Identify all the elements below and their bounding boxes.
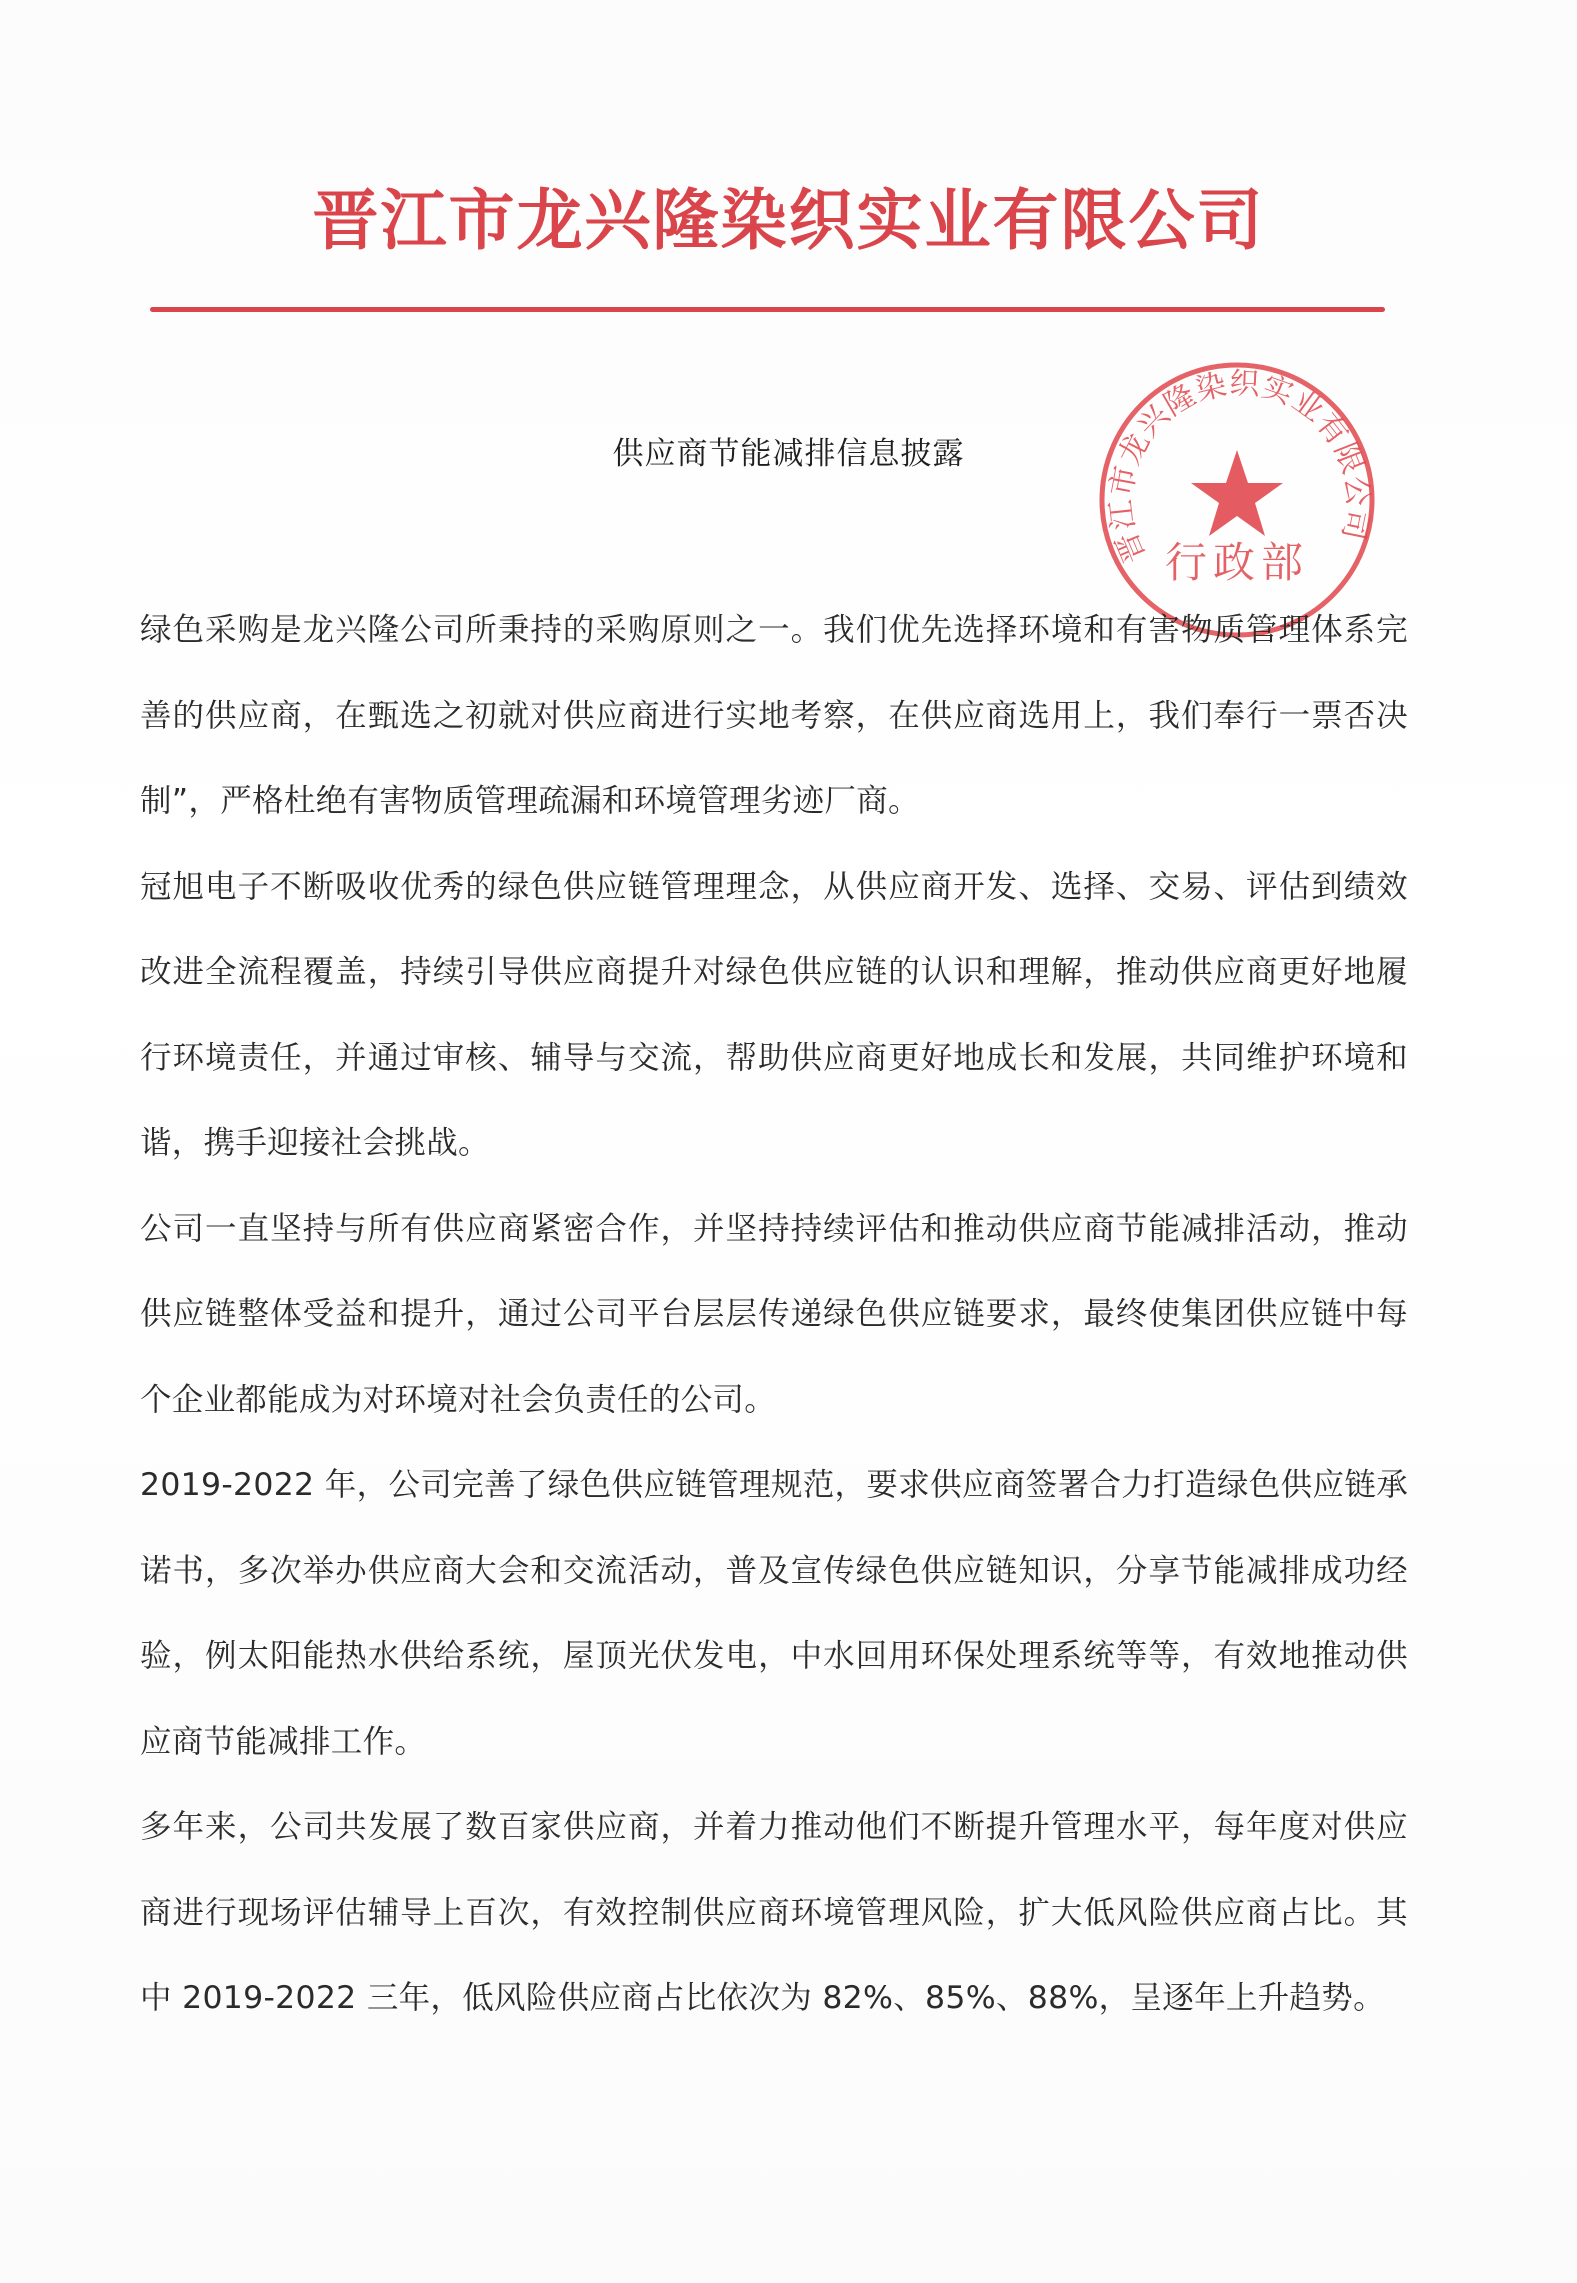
body-paragraph: 2019-2022 年，公司完善了绿色供应链管理规范，要求供应商签署合力打造绿色供应链承诺书，多次举办供应商大会和交流活动，普及宣传绿色供应链知识，分享节能减排成功经验，例太阳能热水供给系统，屋顶光伏发电，中水回用环保处理系统等等，有效地推动供应商节能减排工作。 [140, 1467, 1408, 1760]
body-paragraph: 绿色采购是龙兴隆公司所秉持的采购原则之一。我们优先选择环境和有害物质管理体系完善的供应商，在甄选之初就对供应商进行实地考察，在供应商选用上，我们奉行一票否决制”，严格杜绝有害物质管理疏漏和环境管理劣迹厂商。 [140, 612, 1408, 819]
body-paragraph: 公司一直坚持与所有供应商紧密合作，并坚持持续评估和推动供应商节能减排活动，推动供应链整体受益和提升，通过公司平台层层传递绿色供应链要求，最终使集团供应链中每个企业都能成为对环境对社会负责任的公司。 [140, 1210, 1408, 1418]
body-paragraph: 冠旭电子不断吸收优秀的绿色供应链管理理念，从供应商开发、选择、交易、评估到绩效改进全流程覆盖，持续引导供应商提升对绿色供应链的认识和理解，推动供应商更好地履行环境责任，并通过审核、辅导与交流，帮助供应商更好地成长和发展，共同维护环境和谐，携手迎接社会挑战。 [140, 868, 1408, 1161]
stamp-ring-text: 晋江市龙兴隆染织实业有限公司 [1103, 366, 1376, 568]
stamp-star-icon [1191, 450, 1283, 536]
stamp-center-text: 行政部 [1164, 538, 1310, 587]
company-letterhead-title: 晋江市龙兴隆染织实业有限公司 [312, 182, 1265, 259]
body-paragraph: 多年来，公司共发展了数百家供应商，并着力推动他们不断提升管理水平，每年度对供应商进行现场评估辅导上百次，有效控制供应商环境管理风险，扩大低风险供应商占比。其中 2019-2022 三年，低风险供应商占比依次为 82%、85%、88%，呈逐年上升趋势。 [140, 1809, 1408, 2016]
letterhead-divider [150, 307, 1385, 312]
document-title: 供应商节能减排信息披露 [612, 436, 965, 472]
document-body [140, 588, 1408, 2042]
